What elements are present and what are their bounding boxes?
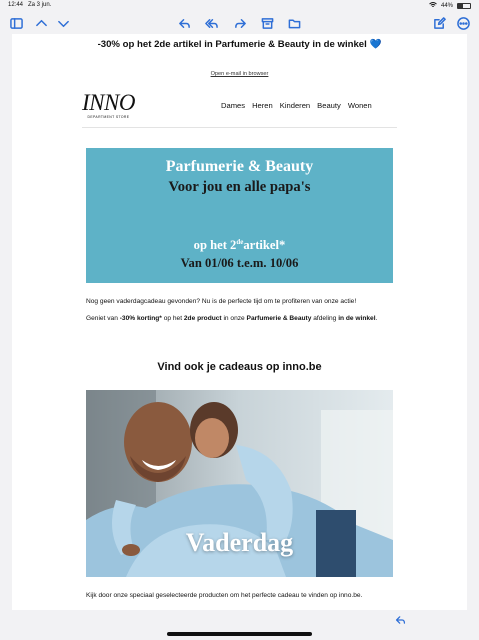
reply-icon[interactable] (173, 12, 195, 34)
email-subject (12, 39, 467, 50)
nav-link-dames[interactable]: Dames (221, 101, 246, 110)
logo-sub: DEPARTMENT STORE (87, 115, 130, 119)
subject-text: -30% op het 2de artikel in Parfumerie & Beauty in de winkel (97, 39, 367, 50)
status-bar (0, 0, 479, 12)
status-right (429, 2, 471, 10)
email-body (12, 34, 467, 610)
inno-logo[interactable] (82, 91, 135, 119)
nav-link-kinderen[interactable]: Kinderen (279, 101, 311, 110)
banner-line1: Parfumerie & Beauty (165, 158, 314, 175)
nav-link-beauty[interactable]: Beauty (317, 101, 341, 110)
gifts-heading: Vind ook je cadeaus op inno.be (157, 361, 322, 373)
status-time: 12:44 (8, 2, 24, 8)
email-nav (221, 101, 372, 110)
reply-all-icon[interactable] (200, 12, 222, 34)
sidebar-icon[interactable] (5, 12, 27, 34)
divider (82, 127, 397, 128)
home-indicator[interactable] (167, 632, 312, 636)
intro-paragraph: Nog geen vaderdagcadeau gevonden? Nu is de perfecte tijd om te profiteren van onze actie! (86, 298, 357, 305)
banner-line4: Van 01/06 t.e.m. 10/06 (180, 256, 299, 270)
compose-icon[interactable] (428, 12, 450, 34)
blue-heart-icon: 💙 (369, 39, 382, 50)
nav-link-wonen[interactable]: Wonen (347, 101, 372, 110)
wifi-icon (429, 2, 437, 10)
banner-line2: Voor jou en alle papa's (168, 179, 311, 195)
promo-banner[interactable] (86, 148, 393, 283)
reply-icon[interactable] (391, 613, 409, 627)
status-date: Za 3 jun. (28, 2, 52, 8)
battery-icon (457, 3, 471, 9)
more-icon[interactable] (452, 12, 474, 34)
discount-paragraph: Geniet van -30% korting* op het 2de product in onze Parfumerie & Beauty afdeling in de winkel. (86, 315, 378, 322)
chevron-down-icon[interactable] (52, 12, 74, 34)
battery-percent: 44% (440, 3, 453, 9)
vaderdag-photo[interactable] (86, 390, 393, 577)
nav-link-heren[interactable]: Heren (252, 101, 273, 110)
forward-icon[interactable] (229, 12, 251, 34)
logo-word: INNO (82, 90, 135, 115)
archive-icon[interactable] (256, 12, 278, 34)
photo-caption: Vaderdag (185, 528, 294, 557)
banner-line3: op het 2deartikel* (193, 238, 286, 253)
chevron-up-icon[interactable] (30, 12, 52, 34)
mail-toolbar (0, 12, 479, 34)
folder-icon[interactable] (283, 12, 305, 34)
closing-paragraph: Kijk door onze speciaal geselecteerde producten om het perfecte cadeau te vinden op inno.be. (86, 592, 363, 599)
open-in-browser-link[interactable]: Open e-mail in browser (210, 71, 269, 77)
